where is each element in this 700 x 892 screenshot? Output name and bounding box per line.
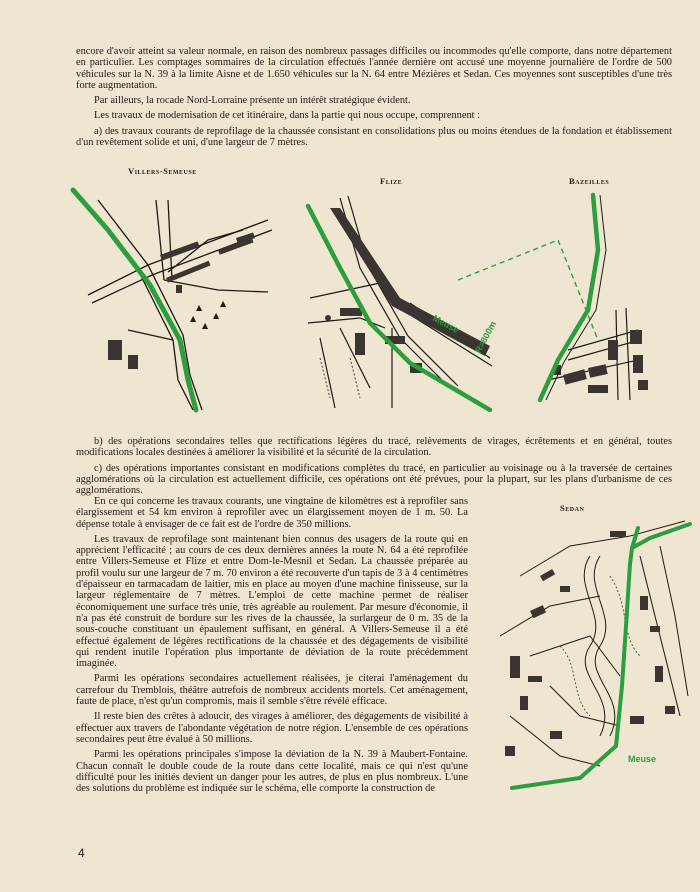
left-paragraph-3: Parmi les opérations secondaires actuellement réalisées, je citerai l'aménagement du carrefour du Tremblois, théâtre autrefois de nombreux accidents mortels. Cet aménagement, faute de place, n'est qu'un compromis, mais il semble s'être révélé efficace. xyxy=(76,673,468,708)
left-paragraph-2: Les travaux de reprofilage sont maintenant bien connus des usagers de la route qui en apprécient l'efficacité ; au cours de ces deux dernières années la route N. 64 a été reprofilée entre Villers-Semeuse et Flize et entre Dom-le-Mesnil et Sedan. La chaussée préparée au profil voulu sur une largeur de 7 m. 70 environ a été recouverte d'un tapis de 3 à 4 centimètres d'épaisseur en tarmacadam de laitier, mis en place au moyen d'une machine finisseuse, sur la largeur réglementaire de 7 mètres. L'emploi de cette machine permet de réaliser économiquement une surface très unie, très agréable au roulement. Par mesure d'économie, il n'a pas été construit de bordure sur les rives de la chaussée, la surlargeur de 0 m. 35 de la sous-couche constituant un épaulement suffisant, en général. A Villers-Semeuse il a été effectué également de légères rectifications de la chaussée et des dégagements de visibilité qui rendent inutile l'opération plus importante de déviation de la route précédemment imaginée. xyxy=(76,533,468,670)
left-column-text xyxy=(76,496,468,794)
meuse-label-flize: Meuse xyxy=(431,312,461,335)
svg-text:▲: ▲ xyxy=(202,321,209,330)
item-c-paragraph: c) des opérations importantes consistant en modifications complètes du tracé, en particulier au voisinage ou à la traversée de certaines agglomérations où la circulation est actuellement difficile, ces opérations ont été prévues, pour la plupart, sur les plans d'urbanisme de ces agglomérations. xyxy=(76,462,672,497)
item-a-paragraph: a) des travaux courants de reprofilage de la chaussée consistant en consolidations plus ou moins étendues de la fondation et établissement d'un revêtement solide et uni, d'une largeur de 7 mètres. xyxy=(76,125,672,149)
map-sedan xyxy=(490,516,692,792)
page-number: 4 xyxy=(78,846,85,860)
svg-text:▲: ▲ xyxy=(190,314,197,323)
left-paragraph-1: En ce qui concerne les travaux courants, une vingtaine de kilomètres est à reprofiler sans élargissement et 54 km environ à reprofiler avec un élargissement moyen de 1 m. 50. La dépense totale à envisager de ce fait est de l'ordre de 350 millions. xyxy=(76,496,468,530)
map-title-sedan: Sedan xyxy=(560,503,585,513)
svg-text:▲: ▲ xyxy=(196,303,203,312)
meuse-label-sedan: Meuse xyxy=(628,754,657,764)
items-b-c-text xyxy=(76,436,672,496)
map-title-flize: Flize xyxy=(380,176,403,186)
intro-paragraph-1: encore d'avoir atteint sa valeur normale, en raison des nombreux passages difficiles ou incommodes qu'elle comporte, dans notre département en particulier. Les comptages sommaires de la circulation effectués l'année dernière ont accusé une moyenne journalière de l'ordre de 500 véhicules sur la N. 39 à la limite Aisne et de 1.650 véhicules sur la N. 64 entre Mézières et Sedan. Ces moyennes sont susceptibles d'une très forte augmentation. xyxy=(76,46,672,91)
map-title-villers-semeuse: Villers-Semeuse xyxy=(128,166,197,176)
svg-text:▲: ▲ xyxy=(213,311,220,320)
intro-text xyxy=(76,46,672,148)
radius-label: R=800m xyxy=(472,319,499,355)
left-paragraph-4: Il reste bien des crêtes à adoucir, des virages à améliorer, des dégagements de visibilité à effectuer aux travers de l'abondante végétation de notre région. L'ensemble de ces opérations secondaires peut être évalué à 50 millions. xyxy=(76,711,468,745)
left-paragraph-5: Parmi les opérations principales s'impose la déviation de la N. 39 à Maubert-Fontaine. Chacun connaît le double coude de la route dans cette localité, mais ce qui n'est qu'une difficulté pour les initiés devient un danger pour les autres, de plus en plus nombreux. L'une des solutions du problème est indiquée sur le schéma, elle comporte la construction de xyxy=(76,749,468,795)
map-title-bazeilles: Bazeilles xyxy=(569,176,610,186)
map-bazeilles xyxy=(448,190,662,412)
svg-text:▲: ▲ xyxy=(220,299,227,308)
item-b-paragraph: b) des opérations secondaires telles que rectifications légères du tracé, relèvements de virages, écrêtements et en général, toutes modifications locales destinées à améliorer la visibilité et la sécurité de la circulation. xyxy=(76,436,672,459)
intro-paragraph-3: Les travaux de modernisation de cet itinéraire, dans la partie qui nous occupe, comprennent : xyxy=(94,110,481,122)
map-villers-semeuse xyxy=(68,180,290,416)
intro-paragraph-2: Par ailleurs, la rocade Nord-Lorraine présente un intérêt stratégique évident. xyxy=(94,95,411,107)
